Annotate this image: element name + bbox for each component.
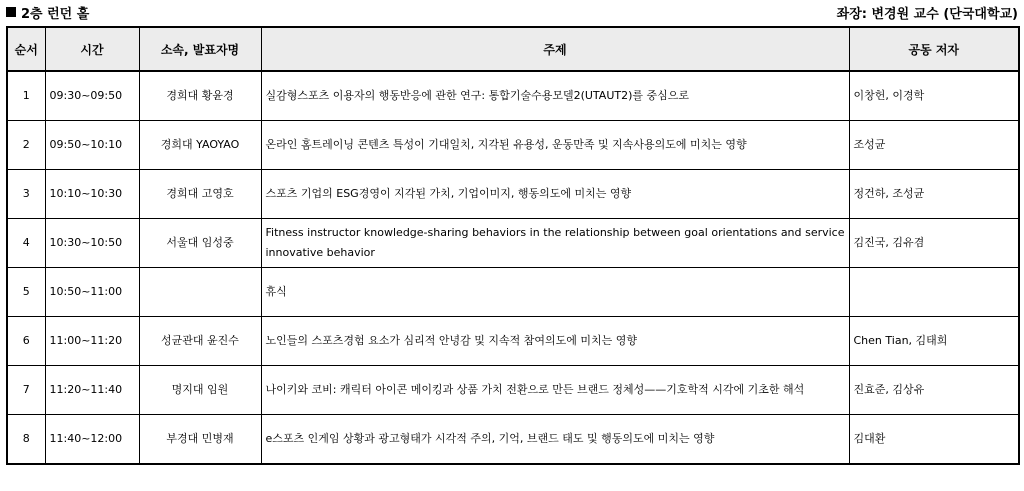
topic-cell: e스포츠 인게임 상황과 광고형태가 시각적 주의, 기억, 브랜드 태도 및 행동의도에 미치는 영향 [261,415,849,465]
presenter-cell: 성균관대 윤진수 [139,317,261,366]
square-bullet-icon [6,7,16,17]
table-row [7,170,1019,219]
table-row [7,71,1019,121]
topic-cell: 스포츠 기업의 ESG경영이 지각된 가치, 기업이미지, 행동의도에 미치는 영향 [261,170,849,219]
time-cell: 11:40~12:00 [45,415,139,465]
time-cell: 10:50~11:00 [45,268,139,317]
time-cell: 09:30~09:50 [45,71,139,121]
col-header-coauthors: 공동 저자 [849,27,1019,71]
schedule-table [6,26,1020,465]
room-title [6,3,89,22]
order-cell: 3 [7,170,45,219]
presenter-cell: 명지대 임원 [139,366,261,415]
topic-cell: 실감형스포츠 이용자의 행동반응에 관한 연구: 통합기술수용모델2(UTAUT2)를 중심으로 [261,71,849,121]
coauthors-cell: 이창헌, 이경학 [849,71,1019,121]
order-cell: 8 [7,415,45,465]
topic-cell: 노인들의 스포츠경험 요소가 심리적 안녕감 및 지속적 참여의도에 미치는 영향 [261,317,849,366]
order-cell: 6 [7,317,45,366]
order-cell: 5 [7,268,45,317]
coauthors-cell: 김대환 [849,415,1019,465]
order-cell: 1 [7,71,45,121]
col-header-presenter: 소속, 발표자명 [139,27,261,71]
time-cell: 10:10~10:30 [45,170,139,219]
coauthors-cell [849,268,1019,317]
table-row [7,219,1019,268]
presenter-cell: 경희대 고영호 [139,170,261,219]
table-row [7,415,1019,465]
topic-cell: Fitness instructor knowledge-sharing behaviors in the relationship between goal orientations and service innovative behavior [261,219,849,268]
topic-cell: 나이키와 코비: 캐릭터 아이콘 메이킹과 상품 가치 전환으로 만든 브랜드 정체성——기호학적 시각에 기초한 해석 [261,366,849,415]
col-header-topic: 주제 [261,27,849,71]
room-label: 2층 런던 홀 [21,6,90,22]
order-cell: 4 [7,219,45,268]
section-header [6,2,1018,22]
order-cell: 7 [7,366,45,415]
table-body [7,71,1019,464]
coauthors-cell: 조성균 [849,121,1019,170]
coauthors-cell: 진효준, 김상유 [849,366,1019,415]
table-row [7,268,1019,317]
table-row [7,366,1019,415]
table-row [7,121,1019,170]
time-cell: 09:50~10:10 [45,121,139,170]
topic-cell: 휴식 [261,268,849,317]
table-row [7,317,1019,366]
col-header-order: 순서 [7,27,45,71]
presenter-cell: 부경대 민병재 [139,415,261,465]
topic-cell: 온라인 홈트레이닝 콘텐츠 특성이 기대일치, 지각된 유용성, 운동만족 및 지속사용의도에 미치는 영향 [261,121,849,170]
presenter-cell: 서울대 임성중 [139,219,261,268]
time-cell: 11:00~11:20 [45,317,139,366]
col-header-time: 시간 [45,27,139,71]
time-cell: 10:30~10:50 [45,219,139,268]
coauthors-cell: Chen Tian, 김태희 [849,317,1019,366]
coauthors-cell: 김진국, 김유겸 [849,219,1019,268]
time-cell: 11:20~11:40 [45,366,139,415]
coauthors-cell: 정건하, 조성균 [849,170,1019,219]
presenter-cell [139,268,261,317]
order-cell: 2 [7,121,45,170]
presenter-cell: 경희대 황윤경 [139,71,261,121]
header-row [7,27,1019,71]
table-header [7,27,1019,71]
presenter-cell: 경희대 YAOYAO [139,121,261,170]
chair-label: 좌장: 변경원 교수 (단국대학교) [836,6,1018,22]
